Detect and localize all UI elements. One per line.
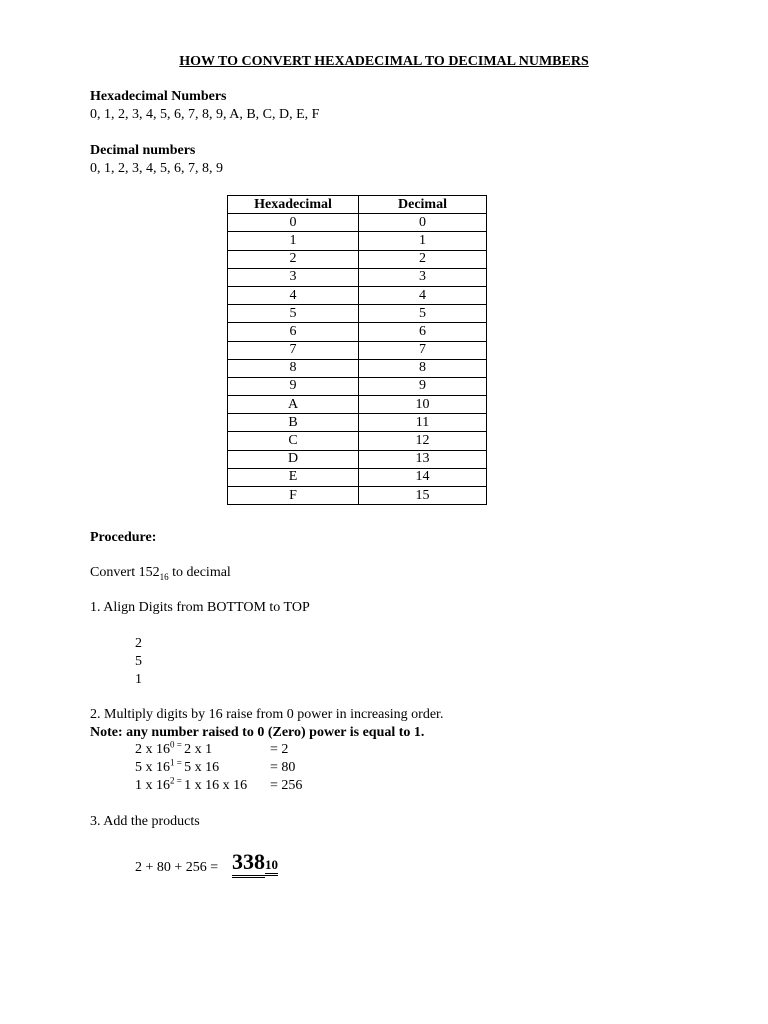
table-row [228,214,487,232]
step-3: 3. Add the products [90,814,200,829]
calc-exponent: 1 [170,757,175,768]
hex-cell: D [228,450,359,468]
decimal-column-header: Decimal [359,196,487,214]
calc-base: 1 x 16 [135,778,170,793]
table-row [228,323,487,341]
decimal-cell: 3 [359,268,487,286]
calc-equals: = [174,757,185,768]
decimal-cell: 14 [359,468,487,486]
decimal-cell: 6 [359,323,487,341]
calc-equals: = [174,739,185,750]
digit-1: 2 [135,636,142,651]
hex-cell: F [228,487,359,505]
calc-power-expression [135,757,220,776]
hex-cell: 4 [228,286,359,304]
decimal-cell: 5 [359,305,487,323]
sum-result-value: 338 [232,849,265,878]
step-1: 1. Align Digits from BOTTOM to TOP [90,600,310,615]
decimal-cell: 7 [359,341,487,359]
step-2: 2. Multiply digits by 16 raise from 0 power in increasing order. [90,707,444,722]
hex-numbers-heading: Hexadecimal Numbers [90,89,227,104]
calc-result: = 256 [270,778,303,793]
hex-cell: 0 [228,214,359,232]
table-body [228,214,487,505]
hex-cell: 9 [228,377,359,395]
table-row [228,377,487,395]
decimal-cell: 8 [359,359,487,377]
hex-cell: C [228,432,359,450]
hex-cell: B [228,414,359,432]
convert-base: 16 [159,571,169,582]
table-header-row [228,196,487,214]
calc-expansion: 2 x 1 [184,742,213,757]
digit-3: 1 [135,672,142,687]
table-row [228,341,487,359]
decimal-numbers-list: 0, 1, 2, 3, 4, 5, 6, 7, 8, 9 [90,161,223,176]
decimal-cell: 12 [359,432,487,450]
table-row [228,359,487,377]
table-row [228,396,487,414]
hex-cell: 5 [228,305,359,323]
sum-result [232,850,278,878]
table-row [228,305,487,323]
table-row [228,250,487,268]
digit-2: 5 [135,654,142,669]
calc-result: = 80 [270,760,296,775]
hex-cell: 3 [228,268,359,286]
hex-cell: 2 [228,250,359,268]
hex-cell: 7 [228,341,359,359]
decimal-cell: 1 [359,232,487,250]
table-row [228,468,487,486]
page-title: HOW TO CONVERT HEXADECIMAL TO DECIMAL NUMBERS [179,54,589,69]
table-row [228,487,487,505]
decimal-cell: 4 [359,286,487,304]
table-row [228,232,487,250]
decimal-cell: 9 [359,377,487,395]
conversion-table [227,195,487,505]
decimal-numbers-heading: Decimal numbers [90,143,196,158]
hex-column-header: Hexadecimal [228,196,359,214]
calc-result: = 2 [270,742,289,757]
hex-cell: 1 [228,232,359,250]
calc-equals: = [174,775,185,786]
table-row [228,414,487,432]
decimal-cell: 15 [359,487,487,505]
zero-power-note: Note: any number raised to 0 (Zero) power is equal to 1. [90,725,425,740]
calc-base: 2 x 16 [135,742,170,757]
calc-power-expression [135,775,248,794]
calc-base: 5 x 16 [135,760,170,775]
table-row [228,268,487,286]
decimal-cell: 0 [359,214,487,232]
hex-numbers-list: 0, 1, 2, 3, 4, 5, 6, 7, 8, 9, A, B, C, D, E, F [90,107,320,122]
convert-suffix: to decimal [168,565,231,580]
calc-exponent: 0 [170,739,175,750]
procedure-heading: Procedure: [90,530,157,545]
calc-exponent: 2 [170,775,175,786]
decimal-cell: 11 [359,414,487,432]
sum-expression: 2 + 80 + 256 = [135,860,219,875]
hex-cell: A [228,396,359,414]
decimal-cell: 13 [359,450,487,468]
sum-result-base: 10 [265,857,278,876]
calc-power-expression [135,739,213,758]
decimal-cell: 10 [359,396,487,414]
hex-cell: 6 [228,323,359,341]
calc-expansion: 1 x 16 x 16 [184,778,248,793]
hex-cell: 8 [228,359,359,377]
convert-instruction [90,565,231,581]
table-row [228,450,487,468]
convert-prefix: Convert 152 [90,565,160,580]
decimal-cell: 2 [359,250,487,268]
table-row [228,432,487,450]
calc-expansion: 5 x 16 [184,760,220,775]
table-row [228,286,487,304]
hex-cell: E [228,468,359,486]
